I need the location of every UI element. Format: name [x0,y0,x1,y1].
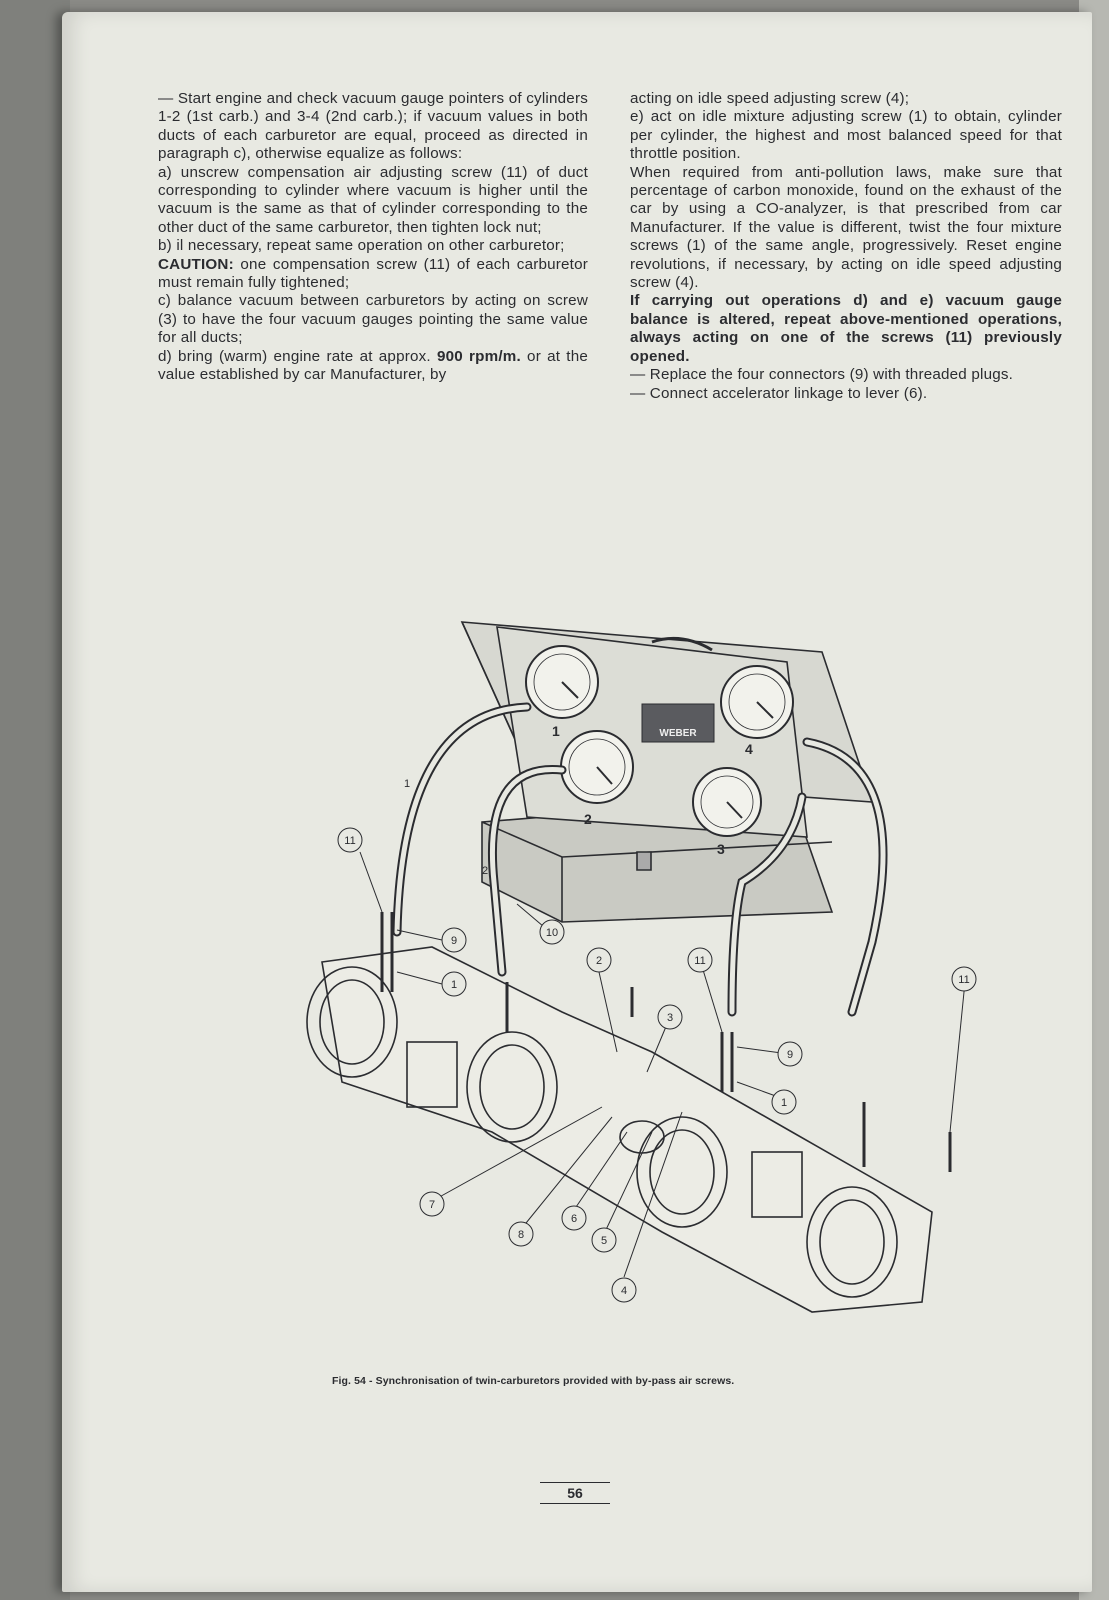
callout-7 [420,1192,444,1216]
svg-text:7: 7 [428,1199,436,1211]
left-paragraph-1: — Start engine and check vacuum gauge pointers of cylinders 1-2 (1st carb.) and 3-4 (2nd carb.); if vacuum values in both ducts of each carburetor are equal, proceed as directed in paragraph c), otherwise equalize as follows: [158,90,588,163]
callout-11-right [952,967,976,991]
callout-3 [658,1005,682,1029]
right-paragraph-pollution: When required from anti-pollution laws, make sure that percentage of carbon monoxide, found on the exhaust of the car by using a CO-analyzer, is that prescribed from car Manufacturer. If the value is different, twist the four mixture screws (1) of the same angle, progressively. Reset engine revolutions, if necessary, by acting on idle speed adjusting screw (4). [630,163,1062,292]
warning-paragraph [630,292,1062,366]
svg-text:2: 2 [595,955,603,967]
callout-2 [587,948,611,972]
gauge-label-4: 4 [745,741,753,757]
step-d-rpm: 900 rpm/m. [436,347,521,365]
callout-11-left [338,828,362,852]
right-paragraph-e: e) act on idle mixture adjusting screw (1) to obtain, cylinder per cylinder, the highest and most balanced speed for that throttle position. [630,108,1062,163]
svg-text:6: 6 [570,1213,578,1225]
figure-caption: Fig. 54 - Synchronisation of twin-carburetors provided with by-pass air screws. [332,1375,735,1387]
right-paragraph-1: acting on idle speed adjusting screw (4); [630,90,910,107]
left-text-column [158,90,588,385]
book-page [62,12,1092,1592]
svg-text:8: 8 [517,1229,525,1241]
svg-text:11: 11 [694,955,706,967]
svg-text:4: 4 [620,1285,628,1297]
callout-10 [540,920,564,944]
carburetor-sync-illustration [232,612,992,1332]
svg-text:11: 11 [958,974,970,986]
caution-text: one compensation screw (11) of each carburetor must remain fully tightened; [158,255,588,292]
step-d-prefix: d) bring (warm) engine rate at approx. [158,347,437,365]
step-d-suffix: or at the value established by car Manufacturer, by [158,347,588,384]
page-number: 56 [540,1482,610,1504]
callout-11-middle [688,948,712,972]
twin-carburetor-manifold [307,947,932,1312]
gauge-label-3: 3 [717,841,725,857]
gauge-label-1: 1 [552,723,560,739]
vacuum-gauge-4 [721,666,793,738]
svg-text:5: 5 [600,1235,608,1247]
vacuum-gauge-3 [693,768,761,836]
right-paragraph-connectors: — Replace the four connectors (9) with threaded plugs. [630,366,1014,384]
caution-label: CAUTION: [158,255,234,273]
right-paragraph-linkage: — Connect accelerator linkage to lever (6). [630,384,928,402]
callout-1-left [442,972,466,996]
box-latch [637,852,651,870]
svg-text:9: 9 [786,1049,794,1061]
callout-8 [509,1222,533,1246]
callout-9-right [778,1042,802,1066]
weber-brand: WEBER [659,728,697,739]
right-text-column [630,90,1062,403]
callout-6 [562,1206,586,1230]
callout-4 [612,1278,636,1302]
left-paragraph-c: c) balance vacuum between carburetors by acting on screw (3) to have the four vacuum gauges pointing the same value for all ducts; [158,292,588,347]
hose-label-1: 1 [404,778,411,790]
svg-text:1: 1 [780,1097,788,1109]
book-binding-shadow [0,0,70,1600]
caution-paragraph [158,256,588,293]
svg-text:11: 11 [344,835,356,847]
callout-1-right [772,1090,796,1114]
gauge-label-2: 2 [584,811,592,827]
callout-9-left [442,928,466,952]
svg-text:9: 9 [450,935,458,947]
callout-5 [592,1228,616,1252]
left-paragraph-d [158,348,588,385]
svg-text:1: 1 [450,979,458,991]
svg-text:10: 10 [545,927,559,939]
vacuum-gauge-2 [561,731,633,803]
vacuum-gauge-1 [526,646,598,718]
left-paragraph-a: a) unscrew compensation air adjusting screw (11) of duct corresponding to cylinder where vacuum is higher until the vacuum is the same as that of cylinder corresponding to the other duct of the same carburetor, then tighten lock nut; [158,163,588,236]
warning-text: If carrying out operations d) and e) vacuum gauge balance is altered, repeat above-mentioned operations, always acting on one of the screws (11) previously opened. [630,292,1062,365]
svg-text:3: 3 [666,1012,674,1024]
hose-label-2: 2 [482,865,489,877]
left-paragraph-b: b) il necessary, repeat same operation on other carburetor; [158,237,565,255]
